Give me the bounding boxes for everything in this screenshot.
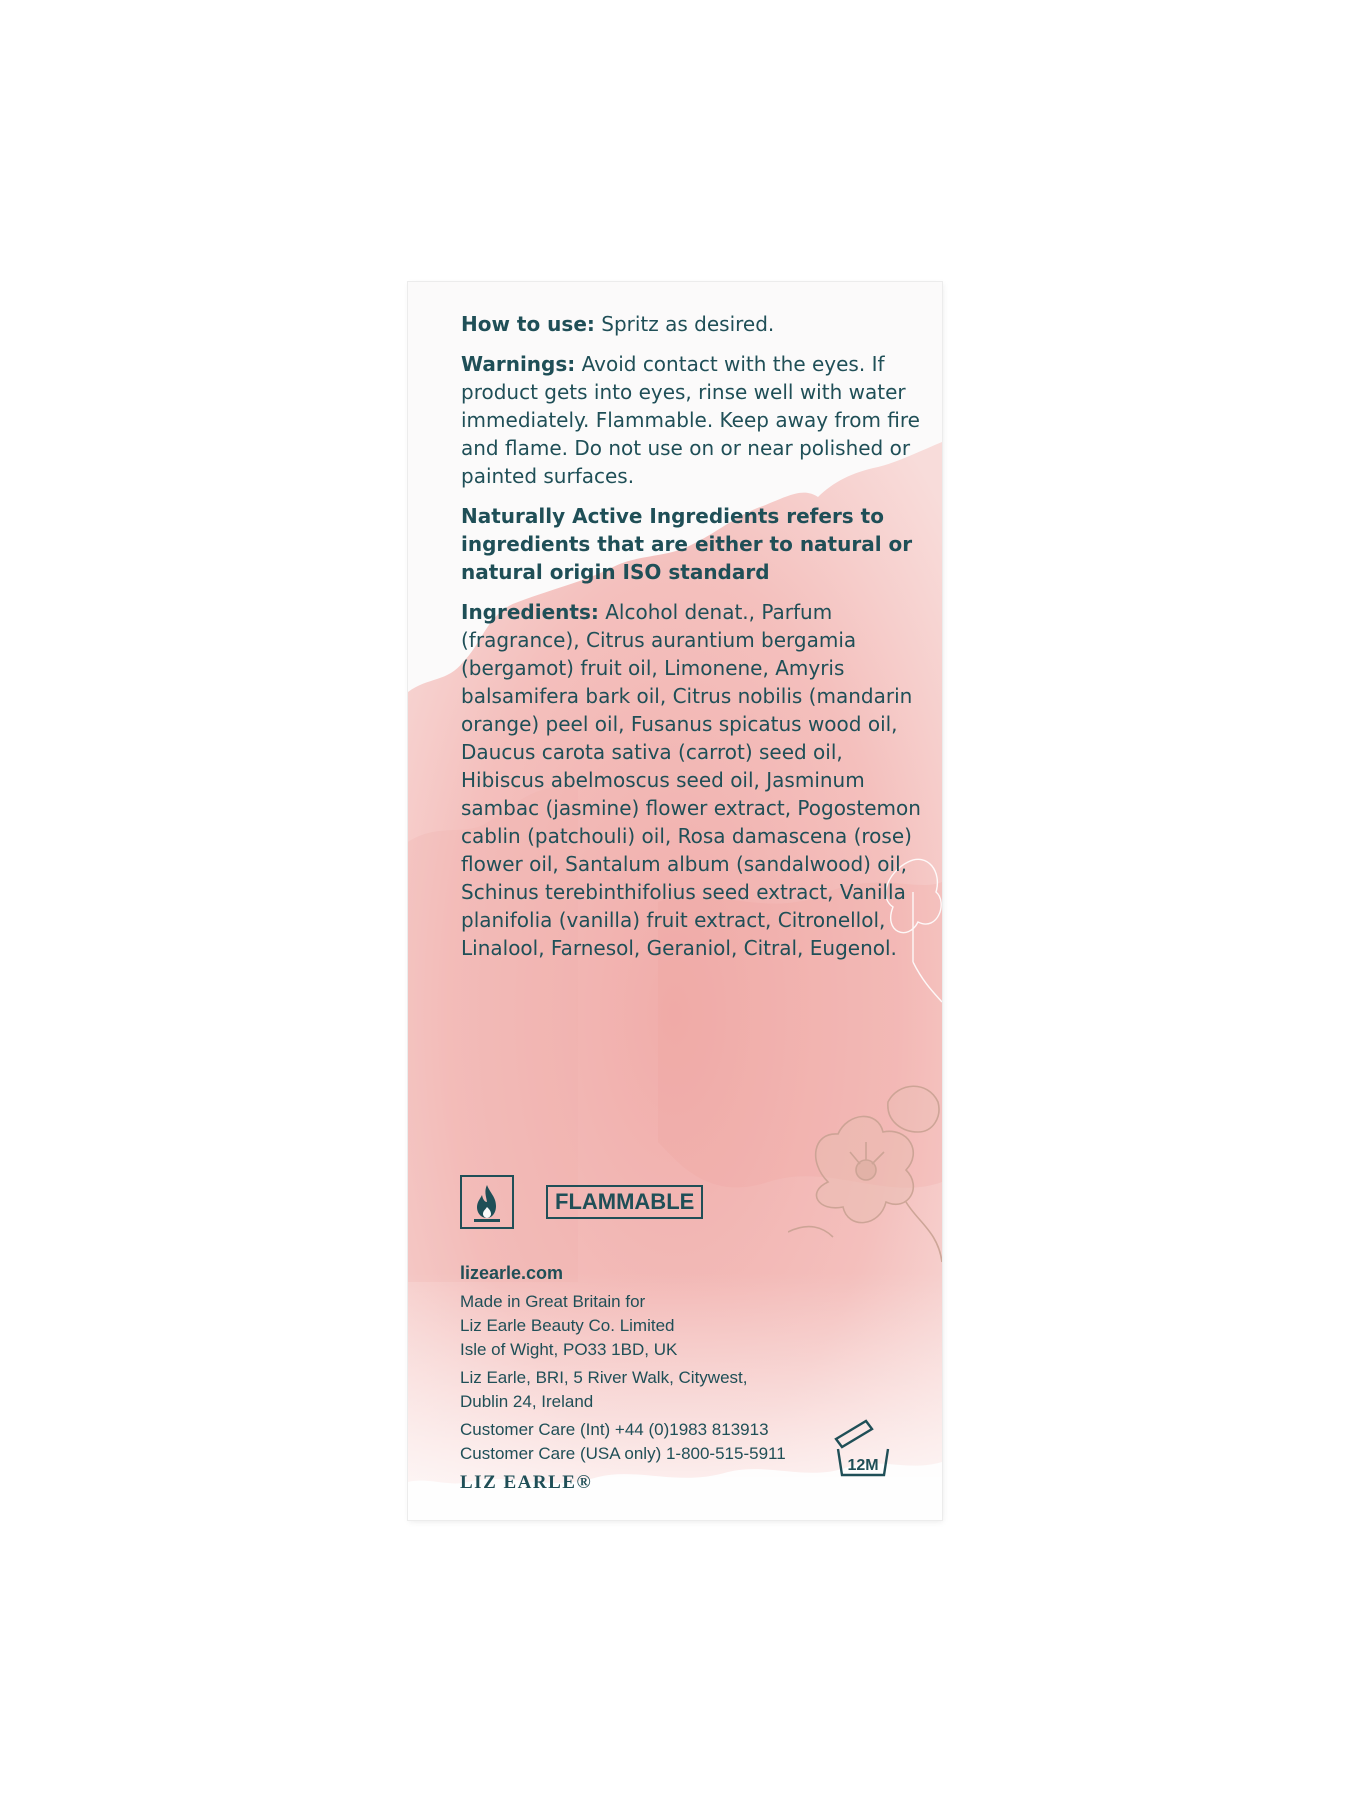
made-in-line-1: Made in Great Britain for	[460, 1292, 646, 1311]
warnings-label: Warnings:	[461, 352, 576, 376]
ingredients-label: Ingredients:	[461, 600, 599, 624]
ireland-line-2: Dublin 24, Ireland	[460, 1392, 594, 1411]
made-in-block	[460, 1290, 860, 1362]
open-jar-icon	[832, 1415, 894, 1481]
pao-label: 12M	[847, 1457, 879, 1474]
how-to-use-label: How to use:	[461, 312, 595, 336]
website-link: lizearle.com	[460, 1263, 564, 1283]
ireland-line-1: Liz Earle, BRI, 5 River Walk, Citywest,	[460, 1368, 748, 1387]
reflection-fade	[408, 1522, 942, 1800]
warnings-text: Avoid contact with the eyes. If product gets into eyes, rinse well with water immediately. Flammable. Keep away from fire and flame. Do not use on or near polished or painted surfaces.	[461, 352, 920, 488]
ingredients	[461, 598, 921, 962]
brand-logo: LIZ EARLE®	[460, 1472, 593, 1493]
blossom-illustration	[788, 1062, 942, 1272]
made-in-line-3: Isle of Wight, PO33 1BD, UK	[460, 1340, 678, 1359]
flame-icon	[460, 1175, 514, 1229]
customer-care	[460, 1418, 860, 1466]
ingredients-text: Alcohol denat., Parfum (fragrance), Citrus aurantium bergamia (bergamot) fruit oil, Limonene, Amyris balsamifera bark oil, Citrus nobilis (mandarin orange) peel oil, Fusanus spicatus wood oil, Daucus carota sativa (carrot) seed oil, Hibiscus abelmoscus seed oil, Jasminum sambac (jasmine) flower extract, Pogostemon cablin (patchouli) oil, Rosa damascena (rose) flower oil, Santalum album (sandalwood) oil, Schinus terebinthifolius seed extract, Vanilla planifolia (vanilla) fruit extract, Citronellol, Linalool, Farnesol, Geraniol, Citral, Eugenol.	[461, 600, 921, 960]
how-to-use-text: Spritz as desired.	[594, 312, 775, 336]
box-reflection	[408, 1522, 942, 1800]
label-text-area	[461, 310, 921, 974]
customer-care-usa: Customer Care (USA only) 1-800-515-5911	[460, 1444, 786, 1463]
made-in-line-2: Liz Earle Beauty Co. Limited	[460, 1316, 675, 1335]
manufacturer-info	[460, 1260, 860, 1496]
flammable-label: FLAMMABLE	[546, 1185, 703, 1219]
how-to-use	[461, 310, 921, 338]
customer-care-int: Customer Care (Int) +44 (0)1983 813913	[460, 1420, 769, 1439]
naturally-active-note: Naturally Active Ingredients refers to ingredients that are either to natural or natural origin ISO standard	[461, 504, 913, 584]
product-box-back-panel	[408, 282, 942, 1520]
warnings	[461, 350, 921, 490]
ireland-address	[460, 1366, 860, 1414]
